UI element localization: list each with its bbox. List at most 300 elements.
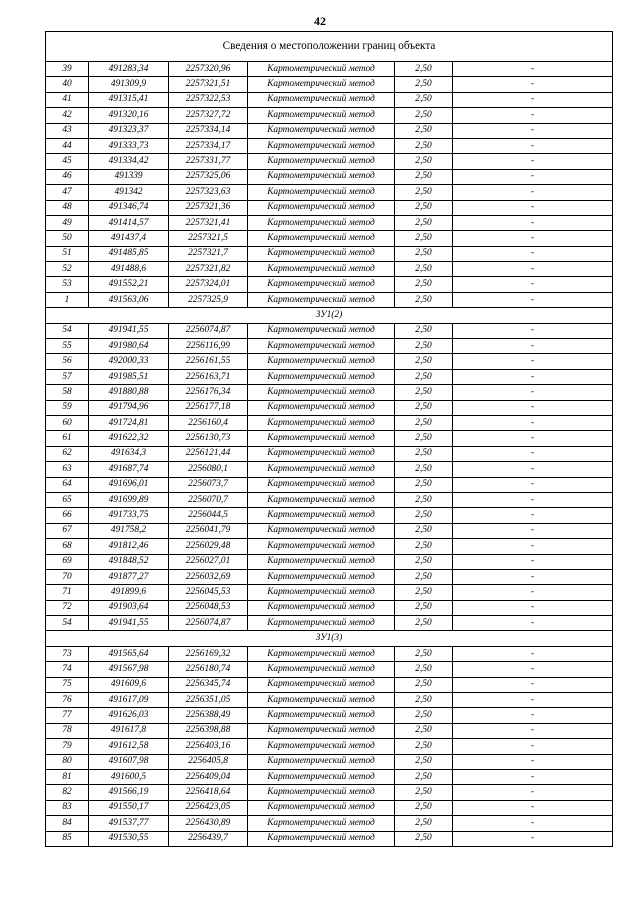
accuracy-cell: 2,50 [395,492,453,507]
x-coordinate-cell: 491550,17 [89,800,169,815]
table-row [46,523,613,538]
point-number-cell: 1 [46,292,89,307]
accuracy-cell: 2,50 [395,323,453,338]
x-coordinate-cell: 491309,9 [89,77,169,92]
point-number-cell: 43 [46,123,89,138]
method-cell: Картометрический метод [248,769,395,784]
x-coordinate-cell: 491724,81 [89,415,169,430]
point-number-cell: 69 [46,554,89,569]
x-coordinate-cell: 491320,16 [89,108,169,123]
description-cell: - [453,231,613,246]
point-number-cell: 85 [46,831,89,846]
x-coordinate-cell: 491609,6 [89,677,169,692]
description-cell: - [453,369,613,384]
x-coordinate-cell: 491880,88 [89,385,169,400]
table-row [46,431,613,446]
table-row [46,462,613,477]
accuracy-cell: 2,50 [395,62,453,77]
method-cell: Картометрический метод [248,831,395,846]
x-coordinate-cell: 491323,37 [89,123,169,138]
section-label: ЗУ1(2) [46,308,613,323]
y-coordinate-cell: 2256121,44 [169,446,248,461]
point-number-cell: 44 [46,138,89,153]
table-row [46,369,613,384]
description-cell: - [453,677,613,692]
accuracy-cell: 2,50 [395,816,453,831]
description-cell: - [453,585,613,600]
x-coordinate-cell: 491617,8 [89,723,169,738]
x-coordinate-cell: 491346,74 [89,200,169,215]
point-number-cell: 64 [46,477,89,492]
x-coordinate-cell: 491414,57 [89,215,169,230]
x-coordinate-cell: 491699,89 [89,492,169,507]
method-cell: Картометрический метод [248,569,395,584]
y-coordinate-cell: 2256074,87 [169,616,248,631]
method-cell: Картометрический метод [248,523,395,538]
x-coordinate-cell: 491437,4 [89,231,169,246]
accuracy-cell: 2,50 [395,539,453,554]
description-cell: - [453,323,613,338]
table-row [46,246,613,261]
method-cell: Картометрический метод [248,354,395,369]
point-number-cell: 39 [46,62,89,77]
table-row [46,385,613,400]
table-row [46,508,613,523]
accuracy-cell: 2,50 [395,693,453,708]
description-cell: - [453,77,613,92]
y-coordinate-cell: 2256032,69 [169,569,248,584]
method-cell: Картометрический метод [248,169,395,184]
point-number-cell: 63 [46,462,89,477]
accuracy-cell: 2,50 [395,785,453,800]
description-cell: - [453,154,613,169]
accuracy-cell: 2,50 [395,662,453,677]
point-number-cell: 81 [46,769,89,784]
x-coordinate-cell: 491617,09 [89,693,169,708]
y-coordinate-cell: 2257321,5 [169,231,248,246]
y-coordinate-cell: 2256041,79 [169,523,248,538]
method-cell: Картометрический метод [248,508,395,523]
description-cell: - [453,816,613,831]
y-coordinate-cell: 2256430,89 [169,816,248,831]
accuracy-cell: 2,50 [395,600,453,615]
description-cell: - [453,138,613,153]
point-number-cell: 84 [46,816,89,831]
method-cell: Картометрический метод [248,739,395,754]
x-coordinate-cell: 491567,98 [89,662,169,677]
method-cell: Картометрический метод [248,62,395,77]
y-coordinate-cell: 2256180,74 [169,662,248,677]
accuracy-cell: 2,50 [395,77,453,92]
y-coordinate-cell: 2256418,64 [169,785,248,800]
section-header-row [46,631,613,646]
accuracy-cell: 2,50 [395,231,453,246]
accuracy-cell: 2,50 [395,354,453,369]
table-row [46,215,613,230]
table-row [46,200,613,215]
table-row [46,77,613,92]
point-number-cell: 70 [46,569,89,584]
x-coordinate-cell: 491600,5 [89,769,169,784]
x-coordinate-cell: 491342 [89,185,169,200]
x-coordinate-cell: 491566,19 [89,785,169,800]
x-coordinate-cell: 491612,58 [89,739,169,754]
y-coordinate-cell: 2256409,04 [169,769,248,784]
y-coordinate-cell: 2257321,7 [169,246,248,261]
x-coordinate-cell: 491903,64 [89,600,169,615]
table-row [46,292,613,307]
x-coordinate-cell: 491283,34 [89,62,169,77]
y-coordinate-cell: 2256029,48 [169,539,248,554]
accuracy-cell: 2,50 [395,477,453,492]
table-row [46,677,613,692]
description-cell: - [453,708,613,723]
accuracy-cell: 2,50 [395,677,453,692]
y-coordinate-cell: 2257321,82 [169,262,248,277]
method-cell: Картометрический метод [248,600,395,615]
table-row [46,277,613,292]
table-row [46,831,613,846]
y-coordinate-cell: 2257322,53 [169,92,248,107]
boundary-table [45,31,613,847]
point-number-cell: 71 [46,585,89,600]
method-cell: Картометрический метод [248,616,395,631]
method-cell: Картометрический метод [248,708,395,723]
accuracy-cell: 2,50 [395,385,453,400]
point-number-cell: 52 [46,262,89,277]
y-coordinate-cell: 2256116,99 [169,339,248,354]
description-cell: - [453,292,613,307]
method-cell: Картометрический метод [248,554,395,569]
accuracy-cell: 2,50 [395,415,453,430]
point-number-cell: 47 [46,185,89,200]
y-coordinate-cell: 2256405,8 [169,754,248,769]
table-row [46,662,613,677]
x-coordinate-cell: 491626,03 [89,708,169,723]
accuracy-cell: 2,50 [395,138,453,153]
description-cell: - [453,262,613,277]
table-row [46,446,613,461]
accuracy-cell: 2,50 [395,169,453,184]
y-coordinate-cell: 2256045,53 [169,585,248,600]
description-cell: - [453,215,613,230]
table-row [46,800,613,815]
table-row [46,154,613,169]
table-row [46,323,613,338]
description-cell: - [453,200,613,215]
description-cell: - [453,754,613,769]
table-row [46,138,613,153]
description-cell: - [453,646,613,661]
table-row [46,123,613,138]
method-cell: Картометрический метод [248,108,395,123]
point-number-cell: 50 [46,231,89,246]
x-coordinate-cell: 491733,75 [89,508,169,523]
point-number-cell: 74 [46,662,89,677]
method-cell: Картометрический метод [248,723,395,738]
table-title: Сведения о местоположении границ объекта [46,32,613,62]
accuracy-cell: 2,50 [395,723,453,738]
description-cell: - [453,539,613,554]
point-number-cell: 41 [46,92,89,107]
description-cell: - [453,523,613,538]
table-row [46,723,613,738]
y-coordinate-cell: 2256070,7 [169,492,248,507]
accuracy-cell: 2,50 [395,508,453,523]
accuracy-cell: 2,50 [395,185,453,200]
y-coordinate-cell: 2257321,41 [169,215,248,230]
table-row [46,108,613,123]
table-row [46,769,613,784]
method-cell: Картометрический метод [248,231,395,246]
x-coordinate-cell: 492000,33 [89,354,169,369]
x-coordinate-cell: 491488,6 [89,262,169,277]
description-cell: - [453,446,613,461]
table-row [46,477,613,492]
point-number-cell: 82 [46,785,89,800]
point-number-cell: 60 [46,415,89,430]
description-cell: - [453,400,613,415]
point-number-cell: 66 [46,508,89,523]
y-coordinate-cell: 2256439,7 [169,831,248,846]
accuracy-cell: 2,50 [395,277,453,292]
point-number-cell: 62 [46,446,89,461]
section-label: ЗУ1(3) [46,631,613,646]
table-row [46,708,613,723]
method-cell: Картометрический метод [248,215,395,230]
point-number-cell: 45 [46,154,89,169]
accuracy-cell: 2,50 [395,754,453,769]
point-number-cell: 56 [46,354,89,369]
point-number-cell: 76 [46,693,89,708]
table-row [46,693,613,708]
accuracy-cell: 2,50 [395,462,453,477]
x-coordinate-cell: 491634,3 [89,446,169,461]
table-row [46,585,613,600]
accuracy-cell: 2,50 [395,800,453,815]
method-cell: Картометрический метод [248,385,395,400]
method-cell: Картометрический метод [248,800,395,815]
point-number-cell: 78 [46,723,89,738]
method-cell: Картометрический метод [248,92,395,107]
point-number-cell: 42 [46,108,89,123]
point-number-cell: 48 [46,200,89,215]
point-number-cell: 40 [46,77,89,92]
accuracy-cell: 2,50 [395,400,453,415]
table-body [46,32,613,847]
y-coordinate-cell: 2257320,96 [169,62,248,77]
y-coordinate-cell: 2256048,53 [169,600,248,615]
page-number: 42 [314,14,326,28]
description-cell: - [453,600,613,615]
accuracy-cell: 2,50 [395,708,453,723]
table-row [46,169,613,184]
method-cell: Картометрический метод [248,477,395,492]
point-number-cell: 53 [46,277,89,292]
accuracy-cell: 2,50 [395,523,453,538]
description-cell: - [453,508,613,523]
x-coordinate-cell: 491980,64 [89,339,169,354]
x-coordinate-cell: 491607,98 [89,754,169,769]
point-number-cell: 72 [46,600,89,615]
y-coordinate-cell: 2257324,01 [169,277,248,292]
method-cell: Картометрический метод [248,323,395,338]
x-coordinate-cell: 491794,96 [89,400,169,415]
method-cell: Картометрический метод [248,154,395,169]
accuracy-cell: 2,50 [395,246,453,261]
accuracy-cell: 2,50 [395,92,453,107]
point-number-cell: 65 [46,492,89,507]
method-cell: Картометрический метод [248,816,395,831]
point-number-cell: 58 [46,385,89,400]
accuracy-cell: 2,50 [395,769,453,784]
method-cell: Картометрический метод [248,138,395,153]
table-row [46,231,613,246]
method-cell: Картометрический метод [248,292,395,307]
accuracy-cell: 2,50 [395,739,453,754]
x-coordinate-cell: 491758,2 [89,523,169,538]
x-coordinate-cell: 491941,55 [89,323,169,338]
point-number-cell: 67 [46,523,89,538]
method-cell: Картометрический метод [248,415,395,430]
method-cell: Картометрический метод [248,646,395,661]
point-number-cell: 49 [46,215,89,230]
point-number-cell: 79 [46,739,89,754]
accuracy-cell: 2,50 [395,446,453,461]
y-coordinate-cell: 2256073,7 [169,477,248,492]
y-coordinate-cell: 2257325,06 [169,169,248,184]
method-cell: Картометрический метод [248,446,395,461]
description-cell: - [453,739,613,754]
table-row [46,492,613,507]
table-row [46,400,613,415]
x-coordinate-cell: 491899,6 [89,585,169,600]
x-coordinate-cell: 491530,55 [89,831,169,846]
y-coordinate-cell: 2256388,49 [169,708,248,723]
method-cell: Картометрический метод [248,677,395,692]
method-cell: Картометрический метод [248,431,395,446]
y-coordinate-cell: 2257321,51 [169,77,248,92]
table-row [46,339,613,354]
method-cell: Картометрический метод [248,539,395,554]
point-number-cell: 83 [46,800,89,815]
description-cell: - [453,415,613,430]
method-cell: Картометрический метод [248,693,395,708]
point-number-cell: 61 [46,431,89,446]
point-number-cell: 68 [46,539,89,554]
accuracy-cell: 2,50 [395,569,453,584]
accuracy-cell: 2,50 [395,292,453,307]
description-cell: - [453,431,613,446]
y-coordinate-cell: 2257321,36 [169,200,248,215]
description-cell: - [453,246,613,261]
table-row [46,785,613,800]
description-cell: - [453,769,613,784]
description-cell: - [453,800,613,815]
y-coordinate-cell: 2256080,1 [169,462,248,477]
point-number-cell: 55 [46,339,89,354]
y-coordinate-cell: 2256177,18 [169,400,248,415]
accuracy-cell: 2,50 [395,154,453,169]
y-coordinate-cell: 2256176,34 [169,385,248,400]
accuracy-cell: 2,50 [395,646,453,661]
x-coordinate-cell: 491315,41 [89,92,169,107]
point-number-cell: 77 [46,708,89,723]
description-cell: - [453,477,613,492]
y-coordinate-cell: 2256169,32 [169,646,248,661]
method-cell: Картометрический метод [248,369,395,384]
point-number-cell: 57 [46,369,89,384]
table-row [46,569,613,584]
table-row [46,539,613,554]
description-cell: - [453,616,613,631]
point-number-cell: 51 [46,246,89,261]
y-coordinate-cell: 2257323,63 [169,185,248,200]
description-cell: - [453,785,613,800]
accuracy-cell: 2,50 [395,215,453,230]
y-coordinate-cell: 2257325,9 [169,292,248,307]
description-cell: - [453,662,613,677]
method-cell: Картометрический метод [248,200,395,215]
description-cell: - [453,277,613,292]
accuracy-cell: 2,50 [395,431,453,446]
y-coordinate-cell: 2256423,05 [169,800,248,815]
table-row [46,754,613,769]
table-row [46,92,613,107]
y-coordinate-cell: 2256044,5 [169,508,248,523]
y-coordinate-cell: 2256074,87 [169,323,248,338]
accuracy-cell: 2,50 [395,262,453,277]
x-coordinate-cell: 491985,51 [89,369,169,384]
x-coordinate-cell: 491339 [89,169,169,184]
accuracy-cell: 2,50 [395,200,453,215]
point-number-cell: 59 [46,400,89,415]
table-row [46,185,613,200]
description-cell: - [453,62,613,77]
x-coordinate-cell: 491485,85 [89,246,169,261]
accuracy-cell: 2,50 [395,108,453,123]
y-coordinate-cell: 2257331,77 [169,154,248,169]
accuracy-cell: 2,50 [395,369,453,384]
description-cell: - [453,385,613,400]
point-number-cell: 54 [46,616,89,631]
x-coordinate-cell: 491877,27 [89,569,169,584]
description-cell: - [453,462,613,477]
table-row [46,600,613,615]
x-coordinate-cell: 491537,77 [89,816,169,831]
method-cell: Картометрический метод [248,123,395,138]
y-coordinate-cell: 2256345,74 [169,677,248,692]
method-cell: Картометрический метод [248,185,395,200]
point-number-cell: 73 [46,646,89,661]
x-coordinate-cell: 491552,21 [89,277,169,292]
x-coordinate-cell: 491565,64 [89,646,169,661]
section-header-row [46,308,613,323]
table-row [46,554,613,569]
method-cell: Картометрический метод [248,339,395,354]
method-cell: Картометрический метод [248,585,395,600]
x-coordinate-cell: 491941,55 [89,616,169,631]
point-number-cell: 54 [46,323,89,338]
method-cell: Картометрический метод [248,400,395,415]
description-cell: - [453,123,613,138]
description-cell: - [453,185,613,200]
x-coordinate-cell: 491563,06 [89,292,169,307]
y-coordinate-cell: 2256027,01 [169,554,248,569]
method-cell: Картометрический метод [248,662,395,677]
y-coordinate-cell: 2257327,72 [169,108,248,123]
table-row [46,262,613,277]
